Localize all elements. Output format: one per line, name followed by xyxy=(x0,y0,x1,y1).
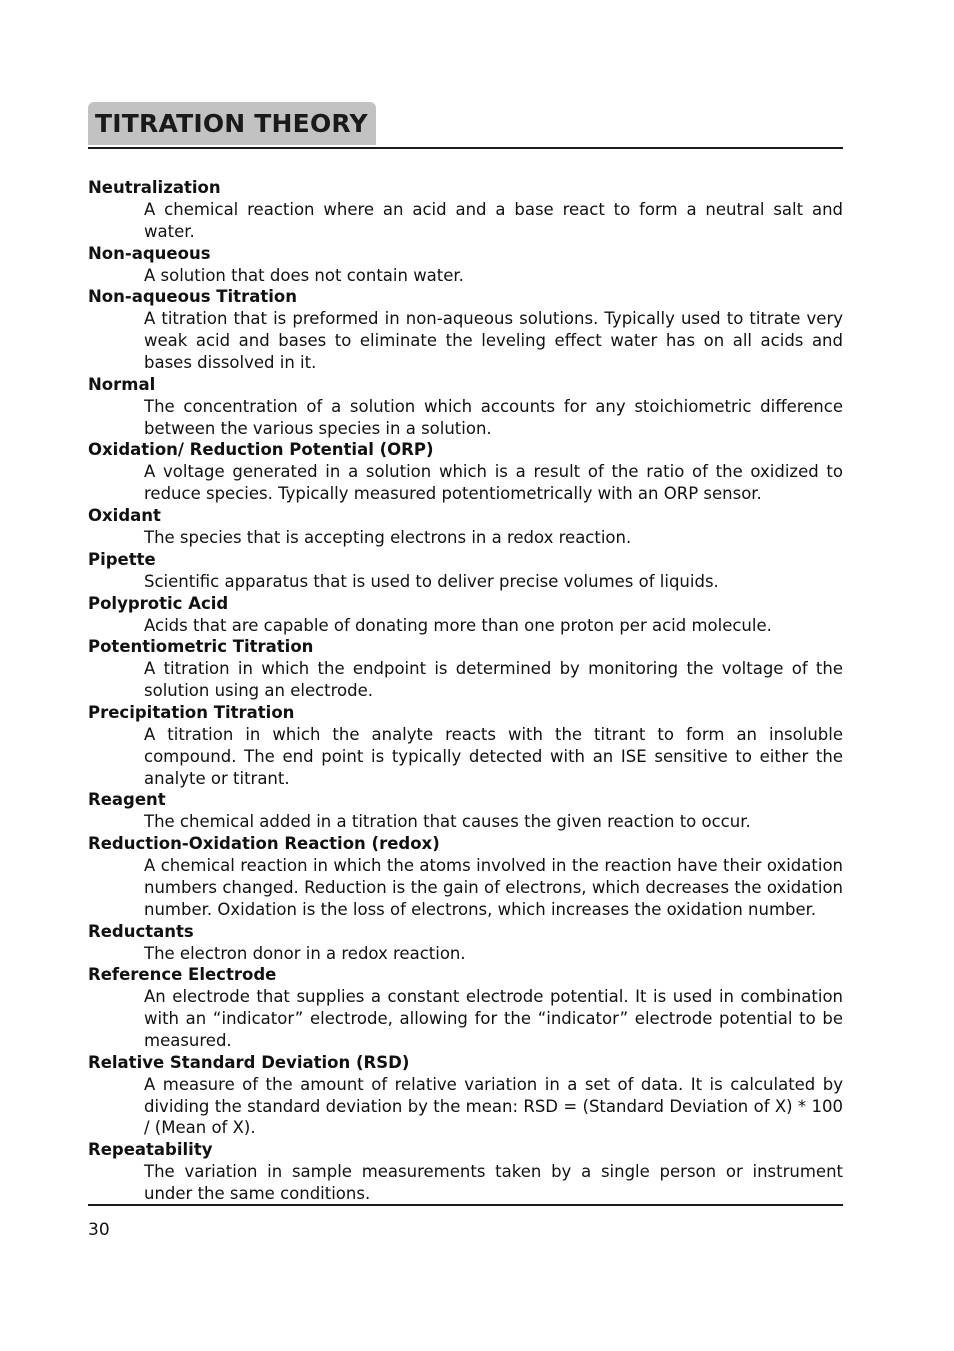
glossary-term: Reagent xyxy=(88,790,166,810)
title-badge xyxy=(88,102,376,145)
glossary-definition: An electrode that supplies a constant electrode potential. It is used in combination with an “indicator” electrode, allowing for the “indicator” electrode potential to be measured. xyxy=(144,987,843,1050)
glossary-definition: The variation in sample measurements taken by a single person or instrument under the same conditions. xyxy=(144,1162,843,1203)
glossary-term: Repeatability xyxy=(88,1140,213,1160)
page-number: 30 xyxy=(88,1220,110,1240)
glossary-definition: The chemical added in a titration that causes the given reaction to occur. xyxy=(144,812,751,832)
glossary-definition: A titration in which the endpoint is determined by monitoring the voltage of the solution using an electrode. xyxy=(144,659,843,701)
glossary-definition: A chemical reaction in which the atoms involved in the reaction have their oxidation numbers changed. Reduction is the gain of electrons, which decreases the oxidation number. Oxidation is the loss of electrons, which increases the oxidation number. xyxy=(144,856,843,919)
glossary-definition: A measure of the amount of relative variation in a set of data. It is calculated by dividing the standard deviation by the mean: RSD = (Standard Deviation of X) * 100 / (Mean of X). xyxy=(144,1074,843,1138)
glossary-term: Reference Electrode xyxy=(88,965,277,985)
glossary-term: Polyprotic Acid xyxy=(88,593,229,613)
glossary-term: Neutralization xyxy=(88,178,221,197)
page-title: TITRATION THEORY xyxy=(95,109,368,138)
glossary-definition: The electron donor in a redox reaction. xyxy=(144,943,466,963)
glossary-term: Relative Standard Deviation (RSD) xyxy=(88,1052,410,1072)
glossary-definition: The species that is accepting electrons in a redox reaction. xyxy=(144,527,632,547)
section-header xyxy=(88,102,843,149)
glossary-term: Precipitation Titration xyxy=(88,702,295,722)
glossary-list xyxy=(88,177,843,1205)
glossary-term: Reduction-Oxidation Reaction (redox) xyxy=(88,834,440,854)
glossary-definition: A titration in which the analyte reacts with the titrant to form an insoluble compound. The end point is typically detected with an ISE sensitive to either the analyte or titrant. xyxy=(144,724,843,788)
glossary-definition: Acids that are capable of donating more than one proton per acid molecule. xyxy=(144,615,772,635)
glossary-definition: A solution that does not contain water. xyxy=(144,265,464,285)
glossary-term: Oxidation/ Reduction Potential (ORP) xyxy=(88,440,434,460)
glossary-definition: The concentration of a solution which accounts for any stoichiometric difference between the various species in a solution. xyxy=(144,396,843,438)
glossary-term: Normal xyxy=(88,374,156,394)
glossary-definition: Scientific apparatus that is used to deliver precise volumes of liquids. xyxy=(144,571,719,591)
glossary-term: Reductants xyxy=(88,921,194,941)
glossary-term: Oxidant xyxy=(88,505,161,525)
glossary-term: Pipette xyxy=(88,549,156,569)
glossary-definition: A chemical reaction where an acid and a base react to form a neutral salt and water. xyxy=(144,200,843,241)
glossary-definition: A titration that is preformed in non-aqueous solutions. Typically used to titrate very weak acid and bases to eliminate the leveling effect water has on all acids and bases dissolved in it. xyxy=(144,309,843,372)
footer-divider xyxy=(88,1204,843,1206)
glossary-definition: A voltage generated in a solution which is a result of the ratio of the oxidized to reduce species. Typically measured potentiometrically with an ORP sensor. xyxy=(144,462,843,504)
glossary-term: Potentiometric Titration xyxy=(88,637,314,657)
glossary-term: Non-aqueous xyxy=(88,243,211,263)
glossary-term: Non-aqueous Titration xyxy=(88,287,297,307)
